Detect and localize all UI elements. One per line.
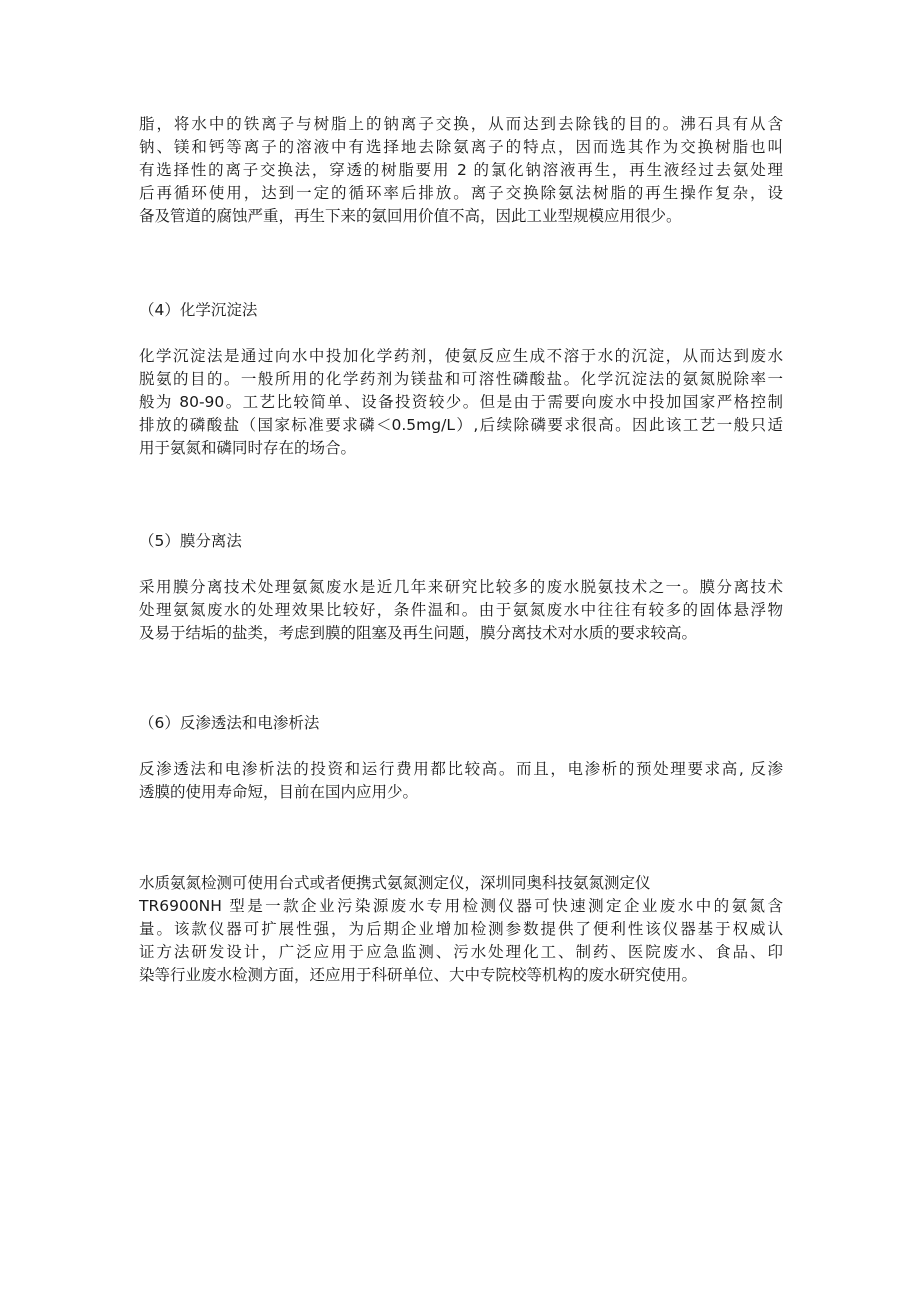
text-line: 采用膜分离技术处理氨氮废水是近几年来研究比较多的废水脱氨技术之一。膜分离技术	[139, 578, 783, 596]
paragraph-closing	[139, 872, 783, 987]
paragraph-intro	[139, 113, 783, 228]
section-heading-reverse-osmosis: （6）反渗透法和电渗析法	[139, 714, 320, 732]
paragraph-membrane-separation	[139, 576, 783, 645]
text-line: 钠、镁和钙等离子的溶液中有选择地去除氨离子的特点，因而选其作为交换树脂也叫	[139, 138, 783, 156]
text-line: 证方法研发设计，广泛应用于应急监测、污水处理化工、制药、医院废水、食品、印	[139, 943, 783, 961]
paragraph-chemical-precipitation	[139, 345, 783, 460]
text-line: 化学沉淀法是通过向水中投加化学药剂，使氨反应生成不溶于水的沉淀，从而达到废水	[139, 347, 783, 365]
text-line: 备及管道的腐蚀严重，再生下来的氨回用价值不高，因此工业型规模应用很少。	[139, 207, 682, 225]
text-line: 脱氨的目的。一般所用的化学药剂为镁盐和可溶性磷酸盐。化学沉淀法的氨氮脱除率一	[139, 370, 783, 388]
text-line: 及易于结垢的盐类，考虑到膜的阻塞及再生问题，膜分离技术对水质的要求较高。	[139, 624, 698, 642]
text-line: 般为 80-90。工艺比较简单、设备投资较少。但是由于需要向废水中投加国家严格控制	[139, 393, 783, 411]
text-line: 透膜的使用寿命短，目前在国内应用少。	[139, 783, 419, 801]
paragraph-reverse-osmosis	[139, 758, 783, 804]
section-heading-membrane-separation: （5）膜分离法	[139, 532, 242, 550]
text-line: 脂，将水中的铁离子与树脂上的钠离子交换，从而达到去除钱的目的。沸石具有从含	[139, 115, 783, 133]
text-line: 处理氨氮废水的处理效果比较好，条件温和。由于氨氮废水中往往有较多的固体悬浮物	[139, 601, 783, 619]
text-line: 染等行业废水检测方面，还应用于科研单位、大中专院校等机构的废水研究使用。	[139, 966, 698, 984]
text-line: 后再循环使用，达到一定的循环率后排放。离子交换除氨法树脂的再生操作复杂，设	[139, 184, 783, 202]
text-line: TR6900NH 型是一款企业污染源废水专用检测仪器可快速测定企业废水中的氨氮含	[139, 897, 783, 915]
text-line: 反渗透法和电渗析法的投资和运行费用都比较高。而且，电渗析的预处理要求高, 反渗	[139, 760, 783, 778]
text-line: 有选择性的离子交换法，穿透的树脂要用 2 的氯化钠溶液再生，再生液经过去氨处理	[139, 161, 783, 179]
section-heading-chemical-precipitation: （4）化学沉淀法	[139, 301, 258, 319]
text-line: 水质氨氮检测可使用台式或者便携式氨氮测定仪，深圳同奥科技氨氮测定仪	[139, 874, 651, 892]
text-line: 排放的磷酸盐（国家标准要求磷＜0.5mg/L）,后续除磷要求很高。因此该工艺一般只适	[139, 416, 783, 434]
text-line: 用于氨氮和磷同时存在的场合。	[139, 439, 357, 457]
text-line: 量。该款仪器可扩展性强，为后期企业增加检测参数提供了便利性该仪器基于权威认	[139, 920, 783, 938]
